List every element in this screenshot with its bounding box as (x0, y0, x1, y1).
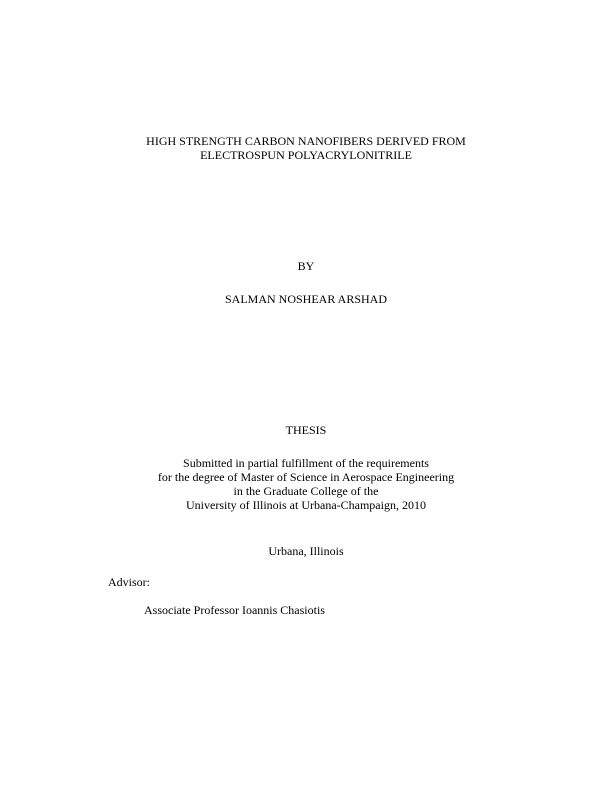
thesis-title-line-2: ELECTROSPUN POLYACRYLONITRILE (200, 148, 412, 162)
submission-line: in the Graduate College of the (233, 484, 379, 498)
submission-line: University of Illinois at Urbana-Champaign, 2010 (186, 498, 426, 512)
advisor-label: Advisor: (108, 575, 150, 589)
by-label: BY (297, 259, 315, 273)
document-type: THESIS (285, 423, 327, 437)
submission-line: Submitted in partial fulfillment of the requirements (183, 456, 429, 470)
author-name: SALMAN NOSHEAR ARSHAD (224, 292, 388, 306)
advisor-name: Associate Professor Ioannis Chasiotis (144, 603, 325, 617)
submission-line: for the degree of Master of Science in Aerospace Engineering (157, 470, 455, 484)
thesis-title (0, 134, 612, 162)
thesis-title-line-1: HIGH STRENGTH CARBON NANOFIBERS DERIVED FROM (146, 134, 466, 148)
submission-statement (0, 456, 612, 512)
location: Urbana, Illinois (268, 544, 344, 558)
